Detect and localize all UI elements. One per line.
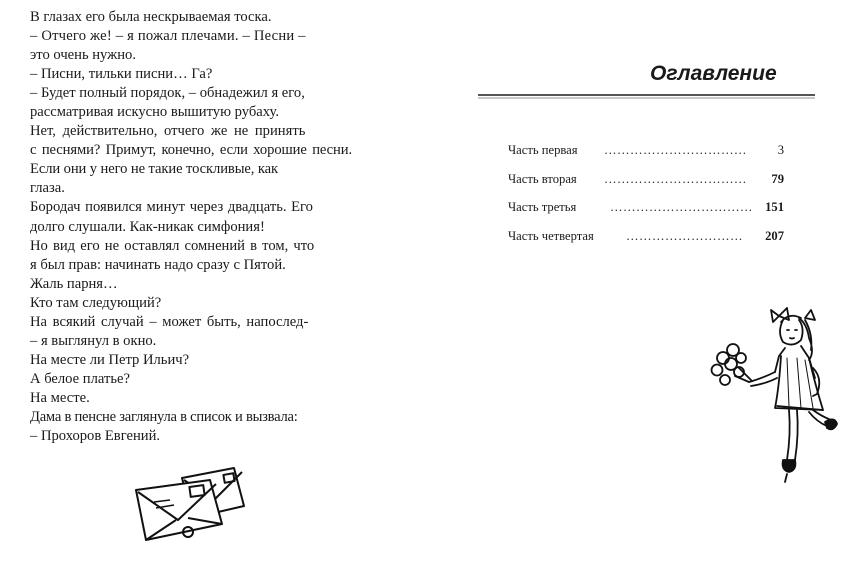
text-line: Дама в пенсне заглянула в список и вызвала: [30, 408, 298, 425]
toc-entry[interactable] [508, 172, 784, 201]
bouquet [712, 344, 752, 385]
text-line: А белое платье? [30, 370, 130, 387]
text-line: На месте ли Петр Ильич? [30, 351, 190, 368]
toc-entry[interactable] [508, 229, 784, 258]
text-line: это очень нужно. [30, 47, 136, 64]
text-line: – Отчего же! – я пожал плечами. – Песни – [30, 28, 306, 45]
toc-entry-page: 207 [765, 228, 784, 243]
toc-entry-leader: …………………………… [610, 200, 753, 214]
toc-entry-leader: …………………………… [604, 171, 747, 186]
toc-entry-label: Часть четвертая [508, 228, 594, 243]
toc-entry-label: Часть вторая [508, 171, 577, 186]
text-line: глаза. [30, 180, 65, 197]
text-line: – я выглянул в окно. [30, 332, 157, 349]
text-line: – Писни, тильки писни… Га? [30, 66, 213, 83]
right-page [430, 0, 852, 566]
body-text [30, 8, 352, 446]
text-line: В глазах его была нескрываемая тоска. [30, 9, 272, 25]
envelope-illustration [130, 462, 250, 552]
toc-entry-page: 151 [765, 200, 784, 214]
toc-entry[interactable] [508, 143, 784, 172]
text-line: Бородач появился минут через двадцать. Его [30, 199, 313, 216]
text-line: – Прохоров Евгений. [30, 428, 161, 445]
title-divider [478, 94, 815, 96]
text-line: Нет, действительно, отчего же не принять [30, 123, 306, 140]
toc-entry-page: 3 [777, 143, 784, 157]
toc-entry-leader: …………………………… [604, 143, 747, 157]
toc-entry-leader: ……………………… [626, 228, 743, 243]
left-page [0, 0, 420, 566]
toc-entry-label: Часть третья [508, 200, 577, 214]
text-line: с песнями? Примут, конечно, если хорошие песни. Если они у него не такие тоскливые, как [30, 142, 352, 178]
text-line: – Будет полный порядок, – обнадежил я его, [30, 85, 305, 102]
toc-entry[interactable] [508, 200, 784, 229]
page-title: Оглавление [650, 62, 777, 85]
text-line: Но вид его не оставлял сомнений в том, что [30, 237, 315, 254]
toc-entry-page: 79 [771, 171, 784, 186]
text-line: Кто там следующий? [30, 294, 162, 311]
table-of-contents [508, 143, 784, 257]
toc-entry-label: Часть первая [508, 143, 578, 157]
text-line: На месте. [30, 389, 90, 406]
text-line: я был прав: начинать надо сразу с Пятой. [30, 256, 286, 273]
text-line: долго слушали. Как-никак симфония! [30, 218, 265, 235]
text-line: рассматривая искусно вышитую рубаху. [30, 104, 279, 121]
text-line: Жаль парня… [30, 275, 118, 292]
text-line: На всякий случай – может быть, напослед- [30, 313, 309, 330]
girl-with-flowers-illustration [705, 298, 840, 498]
